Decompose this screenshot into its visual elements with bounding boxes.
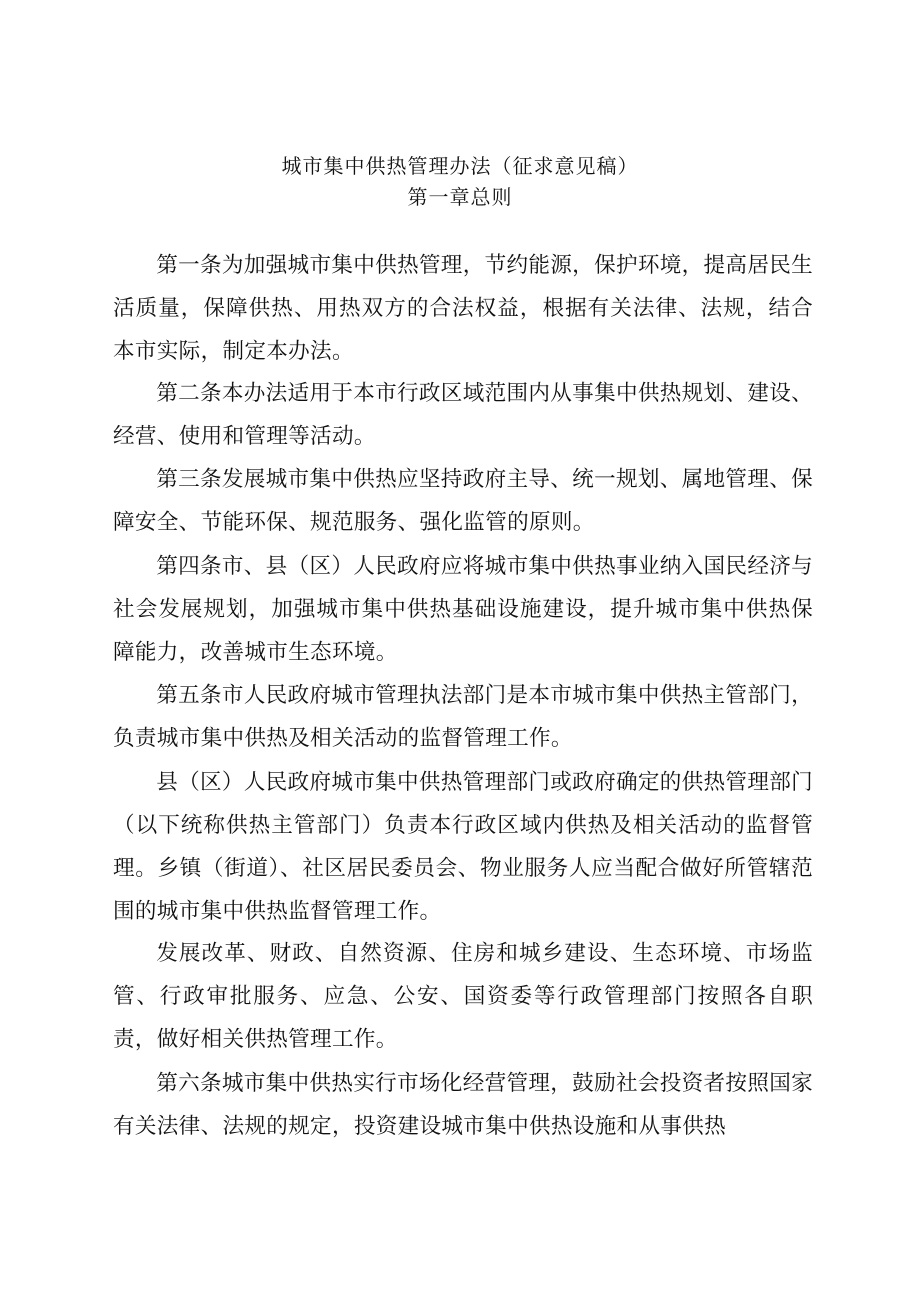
article-5-county-paragraph: 县（区）人民政府城市集中供热管理部门或政府确定的供热管理部门（以下统称供热主管部门）负责本行政区域内供热及相关活动的监督管理。乡镇（街道）、社区居民委员会、物业服务人应当配合做好所管辖范围的城市集中供热监督管理工作。 <box>113 770 814 924</box>
article-4-paragraph: 第四条市、县（区）人民政府应将城市集中供热事业纳入国民经济与社会发展规划，加强城市集中供热基础设施建设，提升城市集中供热保障能力，改善城市生态环境。 <box>113 554 814 665</box>
article-2-paragraph: 第二条本办法适用于本市行政区域范围内从事集中供热规划、建设、经营、使用和管理等活动。 <box>113 381 814 449</box>
article-5-departments-paragraph: 发展改革、财政、自然资源、住房和城乡建设、生态环境、市场监管、行政审批服务、应急、公安、国资委等行政管理部门按照各自职责，做好相关供热管理工作。 <box>113 941 813 1052</box>
document-title: 城市集中供热管理办法（征求意见稿） <box>281 154 639 178</box>
article-3-paragraph: 第三条发展城市集中供热应坚持政府主导、统一规划、属地管理、保障安全、节能环保、规范服务、强化监管的原则。 <box>113 467 814 535</box>
article-5-paragraph: 第五条市人民政府城市管理执法部门是本市城市集中供热主管部门，负责城市集中供热及相关活动的监督管理工作。 <box>113 683 814 751</box>
article-1-paragraph: 第一条为加强城市集中供热管理，节约能源，保护环境，提高居民生活质量，保障供热、用热双方的合法权益，根据有关法律、法规，结合本市实际，制定本办法。 <box>113 253 814 364</box>
chapter-heading: 第一章总则 <box>407 185 513 209</box>
article-6-paragraph: 第六条城市集中供热实行市场化经营管理，鼓励社会投资者按照国家有关法律、法规的规定，投资建设城市集中供热设施和从事供热 <box>113 1071 814 1139</box>
